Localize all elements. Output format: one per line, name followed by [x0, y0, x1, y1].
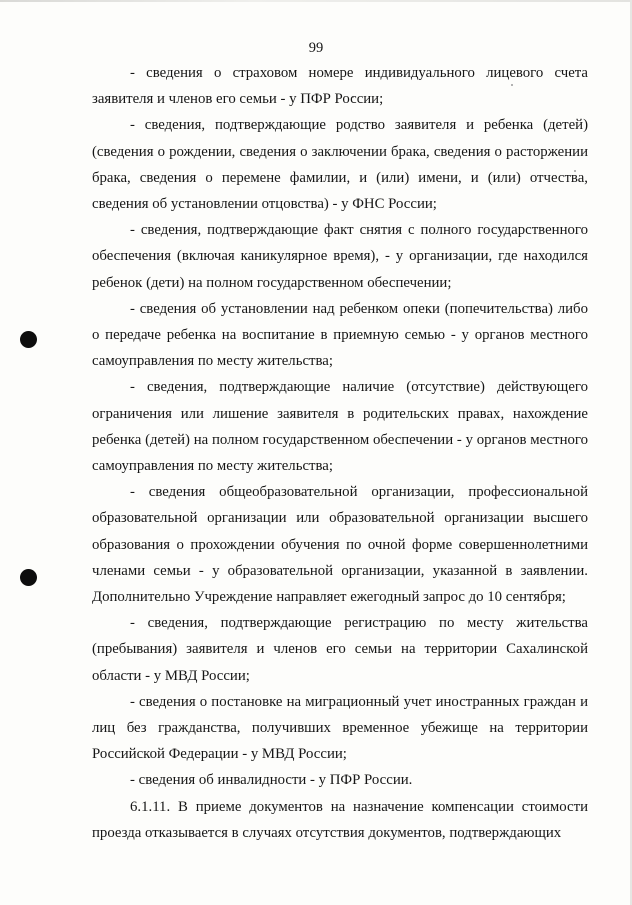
document-body [92, 60, 588, 846]
paragraph-guardianship: - сведения об установлении над ребенком опеки (попечительства) либо о передаче ребенка на воспитание в приемную семью - у органов местного самоуправления по месту жительства; [92, 300, 588, 370]
paragraph-state-support: - сведения, подтверждающие факт снятия с полного государственного обеспечения (включая каникулярное время), - у организации, где находился ребенок (дети) на полном государственном обеспечении; [92, 222, 588, 291]
page-number: 99 [308, 40, 324, 56]
binder-hole-top [20, 331, 37, 348]
paragraph-parental-rights: - сведения, подтверждающие наличие (отсутствие) действующего ограничения или лишение заявителя в родительских правах, нахождение ребенка (детей) на полном государственном обеспечении - у органов местного самоуправления по месту жительства; [92, 379, 588, 475]
binder-hole-bottom [20, 569, 37, 586]
paragraph-disability: - сведения об инвалидности - у ПФР России. [130, 772, 413, 789]
paragraph-education: - сведения общеобразовательной организации, профессиональной образовательной организации или образовательной организации высшего образования о прохождении обучения по очной форме совершеннолетними членами семьи - у образовательной организации, указанной в заявлении. Дополнительно Учреждение направляет ежегодный запрос до 10 сентября; [92, 484, 588, 606]
paragraph-refusal: 6.1.11. В приеме документов на назначение компенсации стоимости проезда отказывается в случаях отсутствия документов, подтверждающих [92, 798, 588, 841]
scan-edge-top [0, 0, 632, 2]
paragraph-kinship: - сведения, подтверждающие родство заявителя и ребенка (детей) (сведения о рождении, сведения о заключении брака, сведения о расторжении брака, сведения о перемене фамилии, и (или) имени, и (или) отчества, сведения об установлении отцовства) - у ФНС России; [92, 117, 588, 213]
paragraph-migration: - сведения о постановке на миграционный учет иностранных граждан и лиц без гражданства, получивших временное убежище на территории Российской Федерации - у МВД России; [92, 693, 588, 763]
paragraph-snils: - сведения о страховом номере индивидуального лицевого счета заявителя и членов его семьи - у ПФР России; [92, 65, 588, 108]
paragraph-registration: - сведения, подтверждающие регистрацию по месту жительства (пребывания) заявителя и членов его семьи на территории Сахалинской области - у МВД России; [92, 615, 588, 684]
